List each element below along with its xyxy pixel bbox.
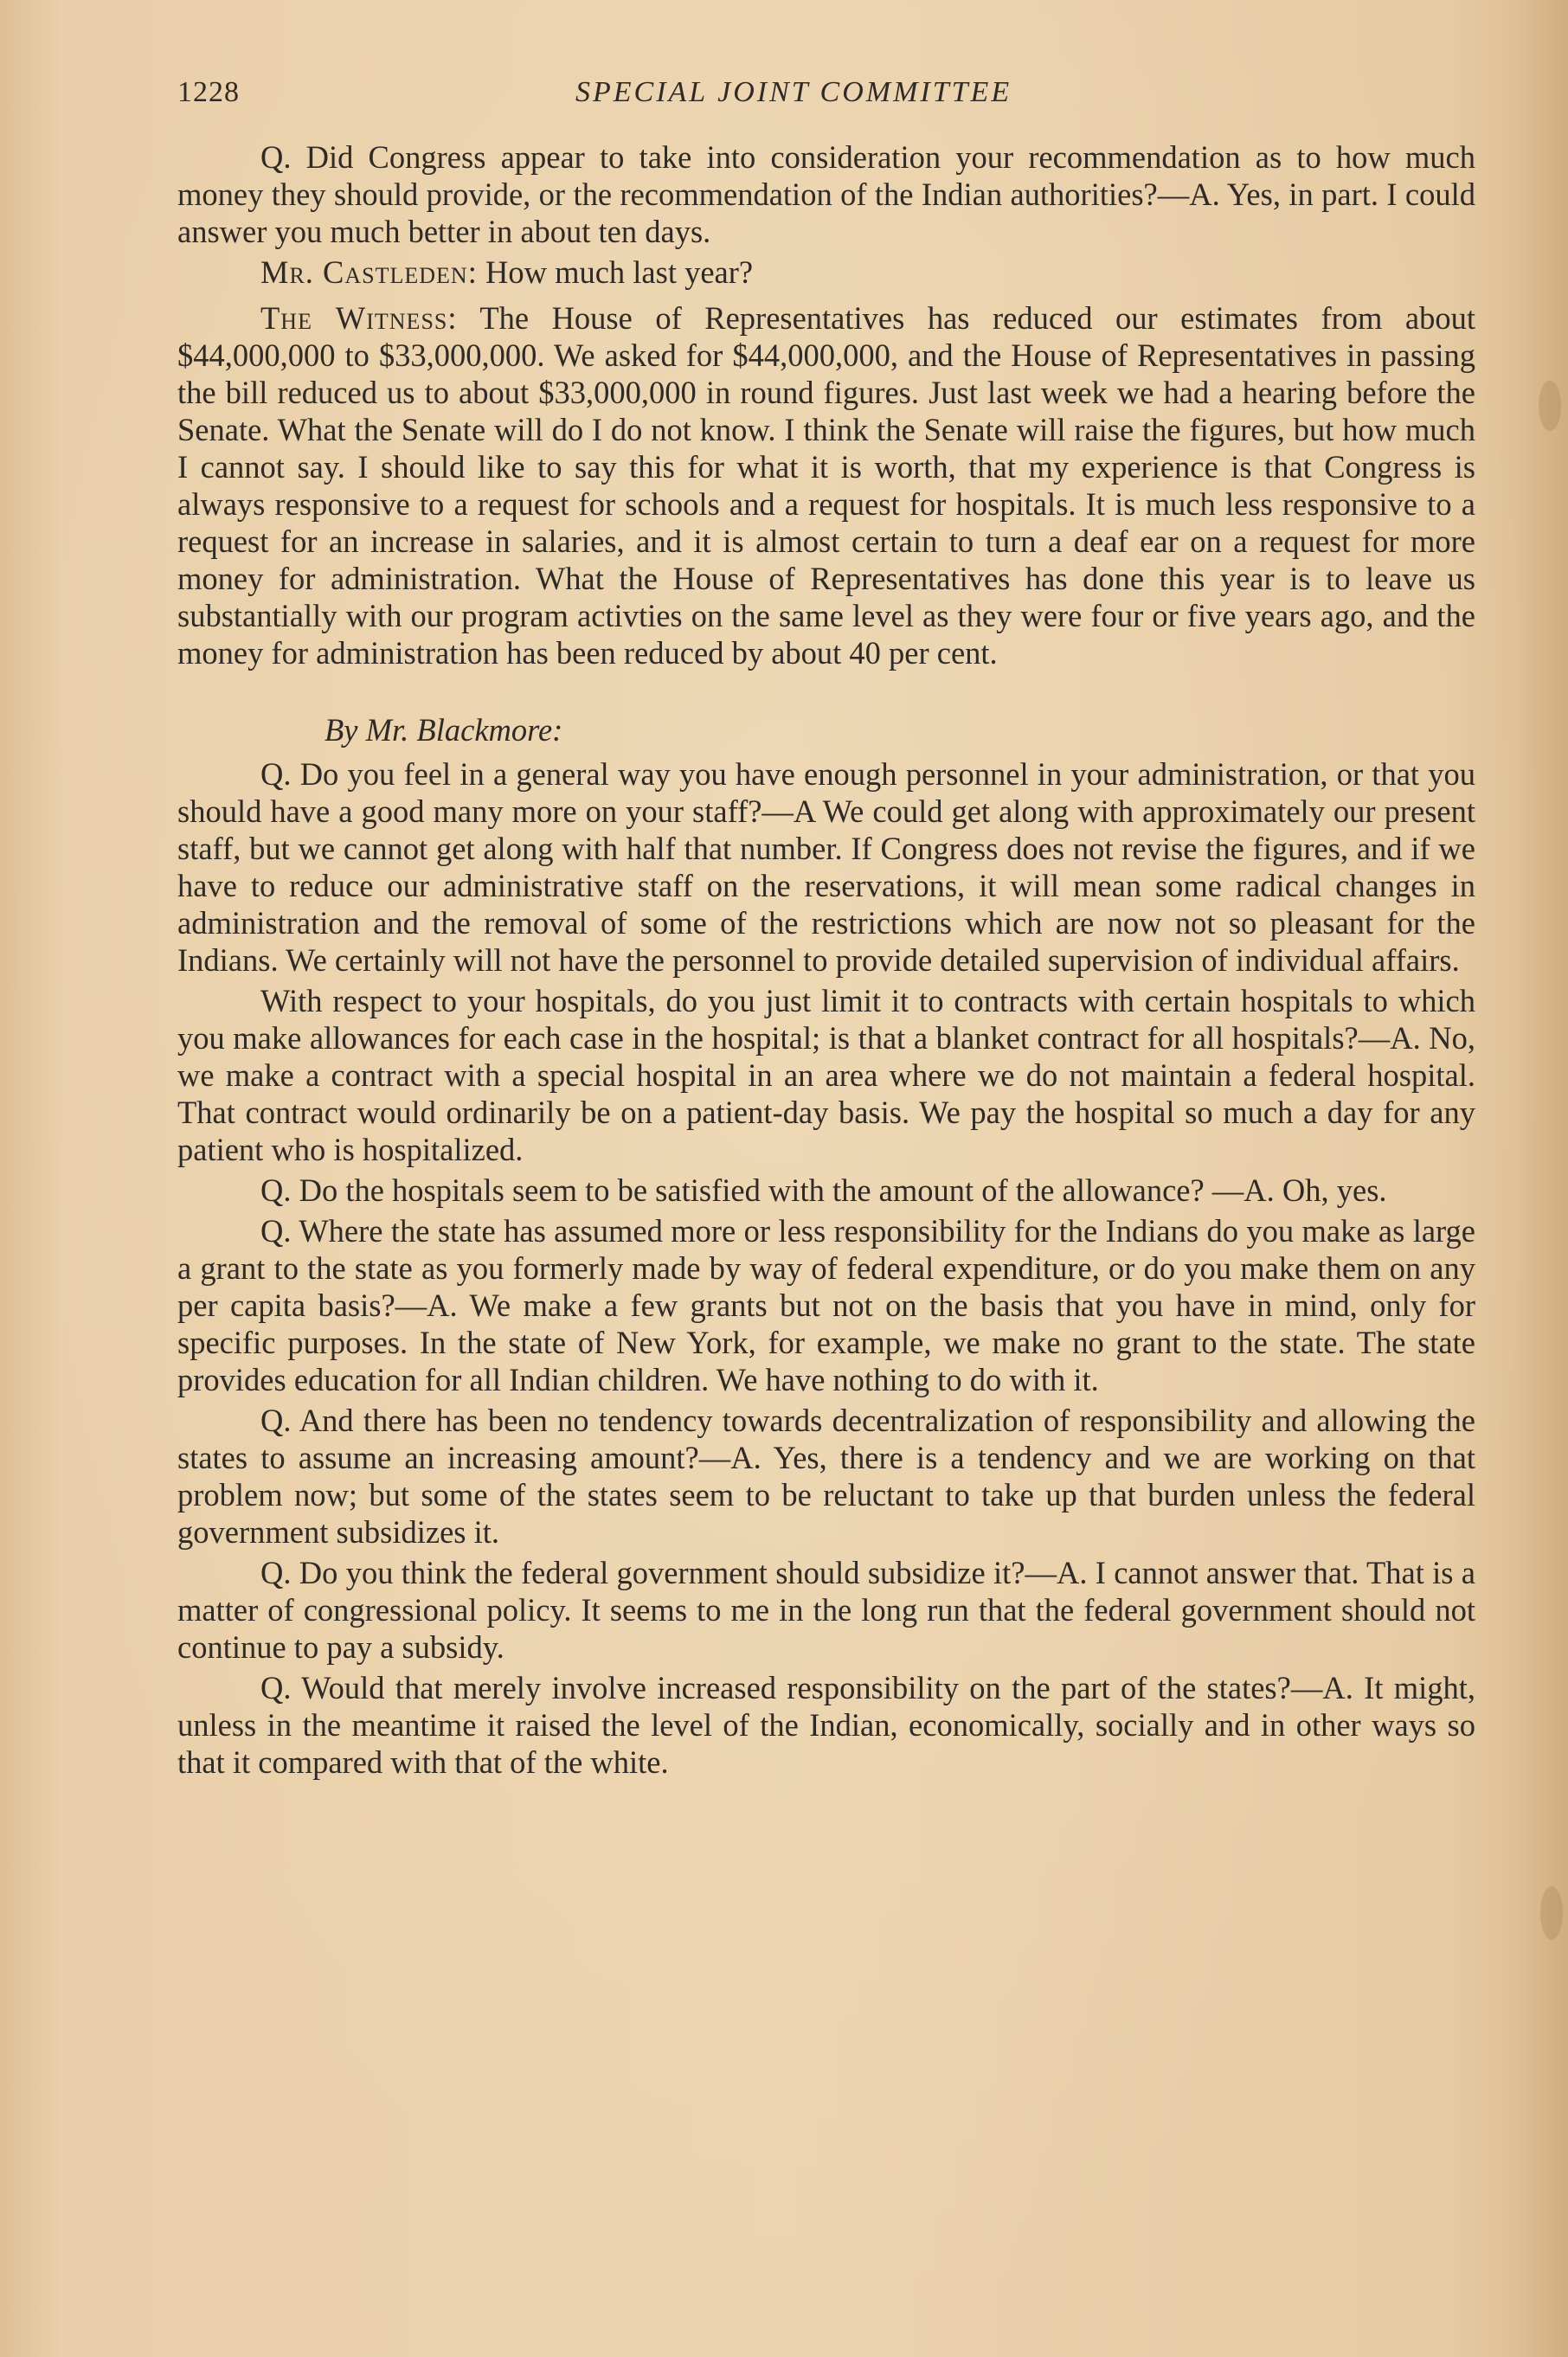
paragraph-4: Q. Do you feel in a general way you have enough personnel in your administration, or that you should have a good many more on your staff?—A We could get along with approximately our present staff, but we cannot get along with half that number. If Congress does not revise the figures, and if we have to reduce our administrative staff on the reservations, it will mean some radical changes in administration and the removal of some of the restrictions which are now not so pleasant for the Indians. We certainly will not have the personnel to provide detailed supervision of individual affairs. <box>177 756 1475 978</box>
paragraph-9: Q. Do you think the federal government should subsidize it?—A. I cannot answer that. That is a matter of congressional policy. It seems to me in the long run that the federal government should not continue to pay a subsidy. <box>177 1555 1475 1665</box>
page-header <box>177 76 1501 121</box>
paragraph-8: Q. And there has been no tendency towards decentralization of responsibility and allowing the states to assume an increasing amount?—A. Yes, there is a tendency and we are working on that problem now; but some of the states seem to be reluctant to take up that burden unless the federal government subsidizes it. <box>177 1403 1475 1550</box>
paragraph-1: Q. Did Congress appear to take into consideration your recommendation as to how much money they should provide, or the recommendation of the Indian authorities?—A. Yes, in part. I could answer you much better in about ten days. <box>177 139 1475 249</box>
body-text <box>177 138 1475 1784</box>
paragraph-3-text: The House of Representatives has reduced our estimates from about $44,000,000 to $33,000,000. We asked for $44,000,000, and the House of Representatives in passing the bill reduced us to about $33,000,000 in round figures. Just last week we had a hearing before the Senate. What the Senate will do I do not know. I think the Senate will raise the figures, but how much I cannot say. I should like to say this for what it is worth, that my experience is that Congress is always responsive to a request for schools and a request for hospitals. It is much less responsive to a request for an increase in salaries, and it is almost certain to turn a deaf ear on a request for more money for administration. What the House of Representatives has done this year is to leave us substantially with our program activties on the same level as they were four or five years ago, and the money for administration has been reduced by about 40 per cent. <box>177 300 1475 671</box>
running-head: SPECIAL JOINT COMMITTEE <box>575 76 1012 108</box>
page-edge-shadow <box>1516 0 1568 2357</box>
speaker-castleden: Mr. Castleden: <box>260 254 478 290</box>
page-number: 1228 <box>177 76 240 108</box>
paragraph-7: Q. Where the state has assumed more or less responsibility for the Indians do you make as large a grant to the state as you formerly made by way of federal expenditure, or do you make them on any per capita basis?—A. We make a few grants but not on the basis that you have in mind, only for specific purposes. In the state of New York, for example, we make no grant to the state. The state provides education for all Indian children. We have nothing to do with it. <box>177 1213 1475 1397</box>
examiner-heading: By Mr. Blackmore: <box>325 712 563 748</box>
paragraph-10: Q. Would that merely involve increased responsibility on the part of the states?—A. It might, unless in the meantime it raised the level of the Indian, economically, socially and in other ways so that it compared with that of the white. <box>177 1670 1475 1780</box>
paragraph-2 <box>177 254 1475 291</box>
paragraph-6: Q. Do the hospitals seem to be satisfied with the amount of the allowance? —A. Oh, yes. <box>260 1172 1387 1208</box>
speaker-witness: The Witness: <box>260 300 458 336</box>
paragraph-5: With respect to your hospitals, do you just limit it to contracts with certain hospitals to which you make allowances for each case in the hospital; is that a blanket contract for all hospitals?—A. No, we make a contract with a special hospital in an area where we do not maintain a federal hospital. That contract would ordinarily be on a patient-day basis. We pay the hospital so much a day for any patient who is hospitalized. <box>177 983 1475 1167</box>
paragraph-3 <box>177 299 1475 671</box>
stain-mark <box>1539 381 1561 431</box>
paragraph-2-text: How much last year? <box>477 254 754 290</box>
stain-mark <box>1540 1886 1563 1940</box>
